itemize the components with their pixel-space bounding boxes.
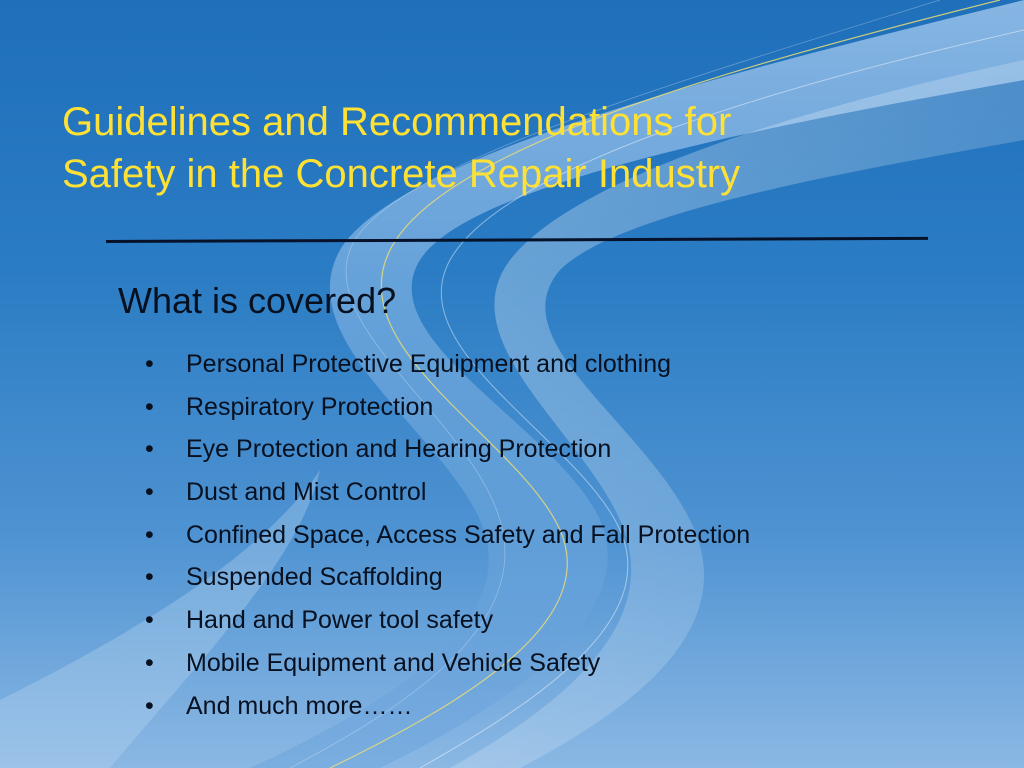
bullet-glyph: • — [145, 606, 154, 635]
bullet-glyph: • — [145, 691, 154, 720]
list-item-text: Eye Protection and Hearing Protection — [186, 435, 612, 464]
list-item-text: Suspended Scaffolding — [186, 563, 443, 592]
list-item-text: Dust and Mist Control — [186, 478, 427, 507]
list-item-text: And much more…… — [186, 691, 413, 720]
bullet-glyph: • — [145, 435, 154, 464]
list-item-text: Confined Space, Access Safety and Fall Protection — [186, 520, 751, 549]
bullet-glyph: • — [145, 478, 154, 507]
list-item-text: Respiratory Protection — [186, 392, 434, 421]
slide-title — [62, 96, 882, 200]
bullet-glyph: • — [145, 350, 154, 378]
list-item-text: Personal Protective Equipment and clothing — [186, 350, 672, 378]
list-item-text: Hand and Power tool safety — [186, 606, 494, 635]
title-line: Safety in the Concrete Repair Industry — [62, 152, 741, 196]
bullet-glyph: • — [145, 520, 154, 549]
bullet-glyph: • — [145, 563, 154, 592]
bullet-glyph: • — [145, 648, 154, 677]
list-item-text: Mobile Equipment and Vehicle Safety — [186, 648, 601, 677]
bullet-glyph: • — [145, 392, 154, 421]
section-heading: What is covered? — [118, 280, 397, 321]
title-line: Guidelines and Recommendations for — [62, 100, 732, 144]
